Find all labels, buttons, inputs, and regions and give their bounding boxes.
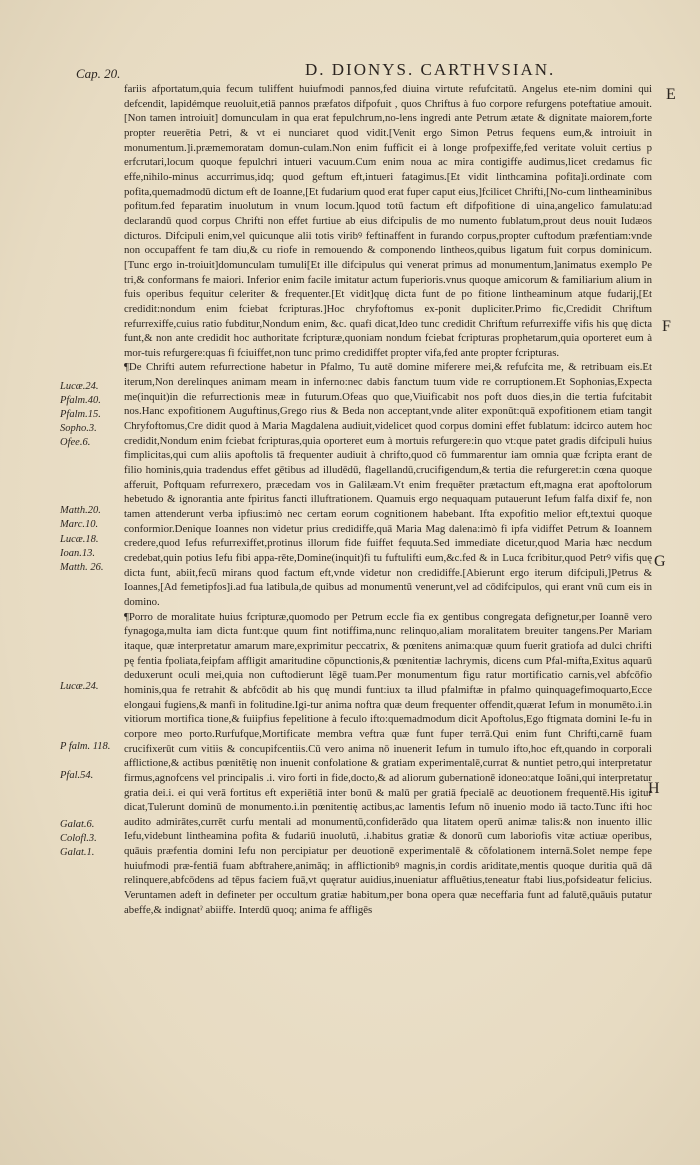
section-letter: E (666, 86, 676, 103)
margin-note: Sopho.3. (60, 423, 97, 434)
margin-note: Galat.1. (60, 847, 95, 858)
margin-note: Pfalm.40. (60, 395, 101, 406)
margin-note: Ioan.13. (60, 548, 95, 559)
margin-note: Matth.20. (60, 505, 101, 516)
margin-note: P falm. 118. (60, 741, 111, 752)
margin-note: Galat.6. (60, 819, 95, 830)
margin-note: Lucæ.24. (60, 381, 99, 392)
chapter-label: Cap. 20. (76, 66, 121, 81)
section-letter: G (654, 553, 666, 570)
margin-note: Pfalm.15. (60, 409, 101, 420)
margin-note: Matth. 26. (60, 562, 104, 573)
paragraph: fariis afportatum,quia fecum tuliffent huiufmodi pannos,fed diuina virtute refufcitatū. Angelus ete-nim domini qui defcendit, lapidémque reuoluit,etiā pannos præfatos difpofuit , quos Chriftus à fuo corpore refurgens poteftatiue amouit.[Non tamen introiuit] domunculam in qua erat fepulchrum,no-lens ingredi ante Petrum ætate & dignitate maiorem,forte propter reuerētia Petri, & vt ei nunciaret quod vidit.[Venit ergo Simon Petrus fequens eum,& introiuit in monumentum.]i.præmemoratam domun-culam.Non enim fufficit ei à longe profpexiffe,fed veritate voluit certius p erfcrutari,locum quoque fepulchri intueri vacuum.Cum enim noua ac mira contigiffe audimus,licet credamus fic effe,nihilo-minus accurrimus,idq; quod geftum eft,intueri fatagimus.[Et vidit linthcamina pofita]i.ordinate com pofita,quemadmodū dictum eft de Ioanne,[Et fudarium quod erat fuper caput eius,]fcilicet Chrifti,[No-cum lintheaminibus pofitum.fed feparatim inuolutum in vnum locum.]quod totū factum eft difpofitione di uina,angelico famulatu:ad declarandū quod corpus Chrifti non effet furtiue ab eius difcipulis de mo numento fublatum,prout deus nouit Iudæos dicturos. Difcipuli enim,vel quicunque alii totis viribꝰ feftinaffent in furando corpus,propter cuftodum præfentiam:vnde non occupaffent fe tam diu,& cu riofe in remouendo & componendo lintheos,quibus ligatum fuit corpus dominicum. [Tunc ergo in-troiuit]domunculam tumuli[Et ille difcipulus qui venerat primus ad monumentum,]animatus exemplo Pe tri,& conformans fe maiori. Inferior enim facile imitatur actum fuperioris.vnus quoque amicorum & familiarium alium in fuis operibus fequitur celeriter & frequenter.[Et vidit]quę dicta funt de po fitione lintheaminum atque fudarij,[Et credidit:nondum enim fciebat fcripturas.]Hoc chryfoftomus ex-ponit dupliciter.Primo fic,Credidit Chriftum refurrexiffe,cuius ratio fubditur,Nondum enim, &c. quafi dicat,Ideo tunc credidit Chriftum refurrexiffe vifis his quę dicta funt,& non ante credidit hoc authoritate fcripturæ,quoniam nondum fciebat fcripturas prophetarum,quia oporteret eum à mor-tuis refurgere:quas fi fciuiffet,non tunc primo credidiffet propter vifa,fed ante propter fcripturas. (124, 83, 652, 359)
margin-note: Lucæ.18. (60, 534, 99, 545)
section-letter: H (648, 780, 660, 797)
margin-note: Pfal.54. (60, 770, 94, 781)
paragraph: ¶De Chrifti autem refurrectione habetur in Pfalmo, Tu autē domine miferere mei,& refufcita me, & retribuam eis.Et iterum,Non derelinques animam meam in inferno:nec dabis fanctum tuum vide re corruptionem.Et Sophonias,Expecta me(inquit)in die refurrectionis meæ in futurum.Ofeas quo que,Viuificabit nos poft duos dies,in die tertia fufcitabit nos.Hanc expofitionem Auguftinus,Grego rius & Beda non acceptant,vnde aliter exponūt:quā expofitionem etiam tangit Chryfoftomus,Cre didit quod à Maria Magdalena audiuit,videlicet quod corpus domini effet fublatum: idcirco autem hoc credidit,Nondum enim fciebat fcripturas,quia oporteret eum à mortuis refurgere:in quo vt:que patet gradis difcipuli huius fimplicitas,qui cum aliis apoftolis tā frequenter audiuit à chrifto,quod cō fummarentur iam omnia quæ fcripta erant de filio hominis,quia tradendus effet gētibus ad illudēdū, flagellandū,crucifigendum,& tertia die refurgeret:in cœna quoque afferuit, Poftquam refurrexero, præcedam vos in Galilæam.Vt enim frequēter prætactum eft,magna erat apoftolorum hebetudo & ignorantia ante fpiritus fancti illuftrationem. Quamuis ergo nequaquam putauerunt Iefum falfa dixif fe, non tamen attenderunt verba ipfius:imò nec certam eorum cognitionem habebant. Ifta expofitio melior eft,textui quoque conformior.Denique Ioannes non videtur prius credidiffe,quā Maria Mag dalena:imò fi ipfa vidiffet Petrum & Ioannem credere,quod Iefus refurrexiffet,protinus illorum fide fuiffet fequuta.Sed immediate dicetur,quod Maria hæc necdum credebat,quin potius Iefu fibi appa-rēte,Domine(inquit)fi tu fuftulifti eum,&c.fed & in Luca fcribitur,quod Petrꝰ vifis quę dicta funt, abiit,fecū mirans quod factum eft,vnde videtur non credidiffe.[Abierunt ergo iterum difcipuli,]Petrus & Ioannes,[Ad femetipfos]i.ad fua latibula,de quibus ad monumentū venerunt,vel ad cōdifcipulos, qui erant vnū cum eis in domino. (124, 361, 652, 608)
paragraph: ¶Porro de moralitate huius fcripturæ,quomodo per Petrum eccle fia ex gentibus congregata defignetur,per Ioannē vero fynagoga,multa iam dicta funt:que quum fint notiffima,nunc relinquo,aliam moralitatem breuiter tangens.Per Mariam itaque, quæ interpretatur amarum mare,exprimitur peccatrix, & pœnitens anima:quæ quum fuerit gratiofa ad dulci chrifti pę fentia fpoliata,feipfam affligit amaritudine cōpunctionis,& pœnitentiæ lachrymis, dicens cum Pfal-mifta,Exitus aquarū deduxerunt oculi mei,quia non cuftodierunt lēgē tuam.Per monumentum figu ratur mortificatio carnis,vel abfcōfio hominis,qua fe retrahit & abfcōdit ab his quę mundi funt:iux ta illud pfalmiftæ in pfalmo quinquagefimoquarto,Ecce elongaui fugiens,& manfi in folitudine.Igi-tur anima noftra quæ deum frequenter offendit,quærat Iefum in monumēto.i.in vitiorum mortifica tione,& fuiipfius fepelitione à feculo ifto:quemadmodum dicit Apoftolus,Ego ftigmata domini Ie-fu in corpore meo porto.Rurfufque,Mortificate membra veftra quæ funt fuper terrā.Qui enim funt Chrifti,carnē fuam crucifixerūt cum vitiis & concupifcentiis.Cū vero anima nō inuenerit Iefum in tumulo ifto,hoc eft,quando in corporali afflictione,& actibus pœnitētię non inuenit confolatione & gratiam experimentalē,currat & nuntiet petro,qui interpretatur firmus,agnofcens vel principalis .i. viro forti in fide,docto,& ad aliorum gubernationē idoneo:atque Ioāni,qui interpretatur gratia dei.i. ei qui verā fortitus eft experiētiā inter bonū & malū per gratiā fpecialē ac deuotionem frequentē.His igitur dicat,Tulerunt dominū de monumento.i.in pœnitentię actibus,ac lamentis Iefum nō inuenio modo iā tacto.Tunc ifti hoc audito admirātes,currēt curfu mentali ad monumentū,confiderādo qua litatem operū animæ talis:& non inuento illic Iefu,videbunt lintheamina pofita & fudariū inuolutū, .i.habitus gratiæ & donorū cum laboriofis vitæ actiuæ operibus, quāuis præfentia domini Iefu non percipiatur per deuotionē experimentalē & cōfolationem internā.Solet nempe fepe huiufmodi præ-fentiā fuam abftrahere,animāq; in afflictionibꝰ magnis,in cordis ariditate,mentis quoque duritia quā dā relinquere,abfcōdens ad tēpus faciem fuā,vt quęratur auidius,inueniatur affluētius,teneatur ftabi lius,pofsideatur felicius. Veruntamen adeft in defineter per occultum gratiæ habitum,per bona opera quæ neceffaria funt ad falutē,quāuis putatur abeffe,& indignatˀ abiiffe. Interdū quoq; anima fe affligēs (124, 610, 652, 916)
margin-note: Marc.10. (60, 519, 99, 530)
margin-note: Ofee.6. (60, 437, 91, 448)
margin-note: Colofl.3. (60, 833, 97, 844)
margin-note: Lucæ.24. (60, 681, 99, 692)
running-head: D. DIONYS. CARTHVSIAN. (305, 60, 556, 79)
commentary-text (124, 82, 652, 1112)
section-letter: F (662, 318, 671, 335)
